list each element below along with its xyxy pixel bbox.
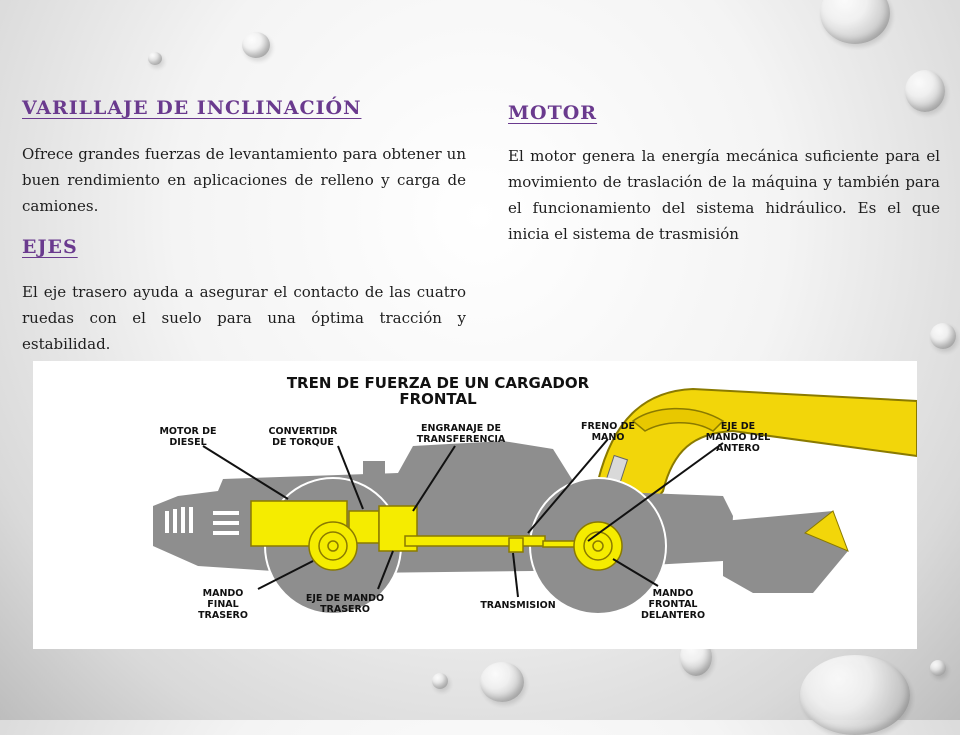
- power-train-diagram: [33, 361, 917, 649]
- label-mando-final: MANDO: [202, 588, 244, 599]
- drive-shaft: [405, 536, 545, 546]
- label-motor-diesel: DIESEL: [169, 437, 207, 448]
- label-convertidor: DE TORQUE: [272, 437, 334, 448]
- label-eje-delantero: ANTERO: [716, 443, 760, 454]
- label-mando-frontal: MANDO: [652, 588, 694, 599]
- label-transmision: TRANSMISION: [480, 600, 556, 611]
- transmission-block: [509, 538, 523, 552]
- label-mando-final: FINAL: [207, 599, 239, 610]
- label-mando-frontal: FRONTAL: [648, 599, 698, 610]
- diagram-title-line2: FRONTAL: [399, 390, 477, 408]
- label-engranaje: TRANSFERENCIA: [416, 434, 506, 445]
- water-drop: [820, 0, 890, 44]
- section-heading-motor: MOTOR: [508, 102, 598, 124]
- diagram-title-line1: TREN DE FUERZA DE UN CARGADOR: [286, 374, 590, 392]
- label-eje-delantero: MANDO DEL: [705, 432, 771, 443]
- label-eje-trasero: EJE DE MANDO: [305, 593, 385, 604]
- water-drop: [242, 32, 270, 58]
- water-drop: [930, 323, 956, 349]
- loader-illustration: [33, 361, 917, 649]
- label-freno: MANO: [591, 432, 625, 443]
- label-convertidor: CONVERTIDR: [268, 426, 338, 437]
- section-heading-varillaje: VARILLAJE DE INCLINACIÓN: [22, 97, 362, 119]
- label-motor-diesel: MOTOR DE: [159, 426, 217, 437]
- section-text-ejes: El eje trasero ayuda a asegurar el contacto de las cuatro ruedas con el suelo para una óptima tracción y estabilidad.: [22, 283, 466, 353]
- water-drop: [480, 662, 524, 702]
- label-engranaje: ENGRANAJE DE: [421, 423, 501, 434]
- label-eje-delantero: EJE DE: [720, 421, 756, 432]
- water-drop: [800, 655, 910, 735]
- water-drop: [905, 70, 945, 112]
- label-mando-final: TRASERO: [198, 610, 248, 621]
- label-eje-trasero: TRASERO: [320, 604, 370, 615]
- label-mando-frontal: DELANTERO: [640, 610, 706, 621]
- section-heading-ejes: EJES: [22, 236, 78, 258]
- water-drop: [148, 52, 162, 65]
- section-text-varillaje: Ofrece grandes fuerzas de levantamiento para obtener un buen rendimiento en aplicaciones de relleno y carga de camiones.: [22, 145, 466, 215]
- label-freno: FRENO DE: [580, 421, 636, 432]
- water-drop: [432, 673, 448, 689]
- water-drop: [930, 660, 946, 676]
- section-text-motor: El motor genera la energía mecánica suficiente para el movimiento de traslación de la máquina y también para el funcionamiento del sistema hidráulico. Es el que inicia el sistema de trasmisión: [508, 147, 940, 243]
